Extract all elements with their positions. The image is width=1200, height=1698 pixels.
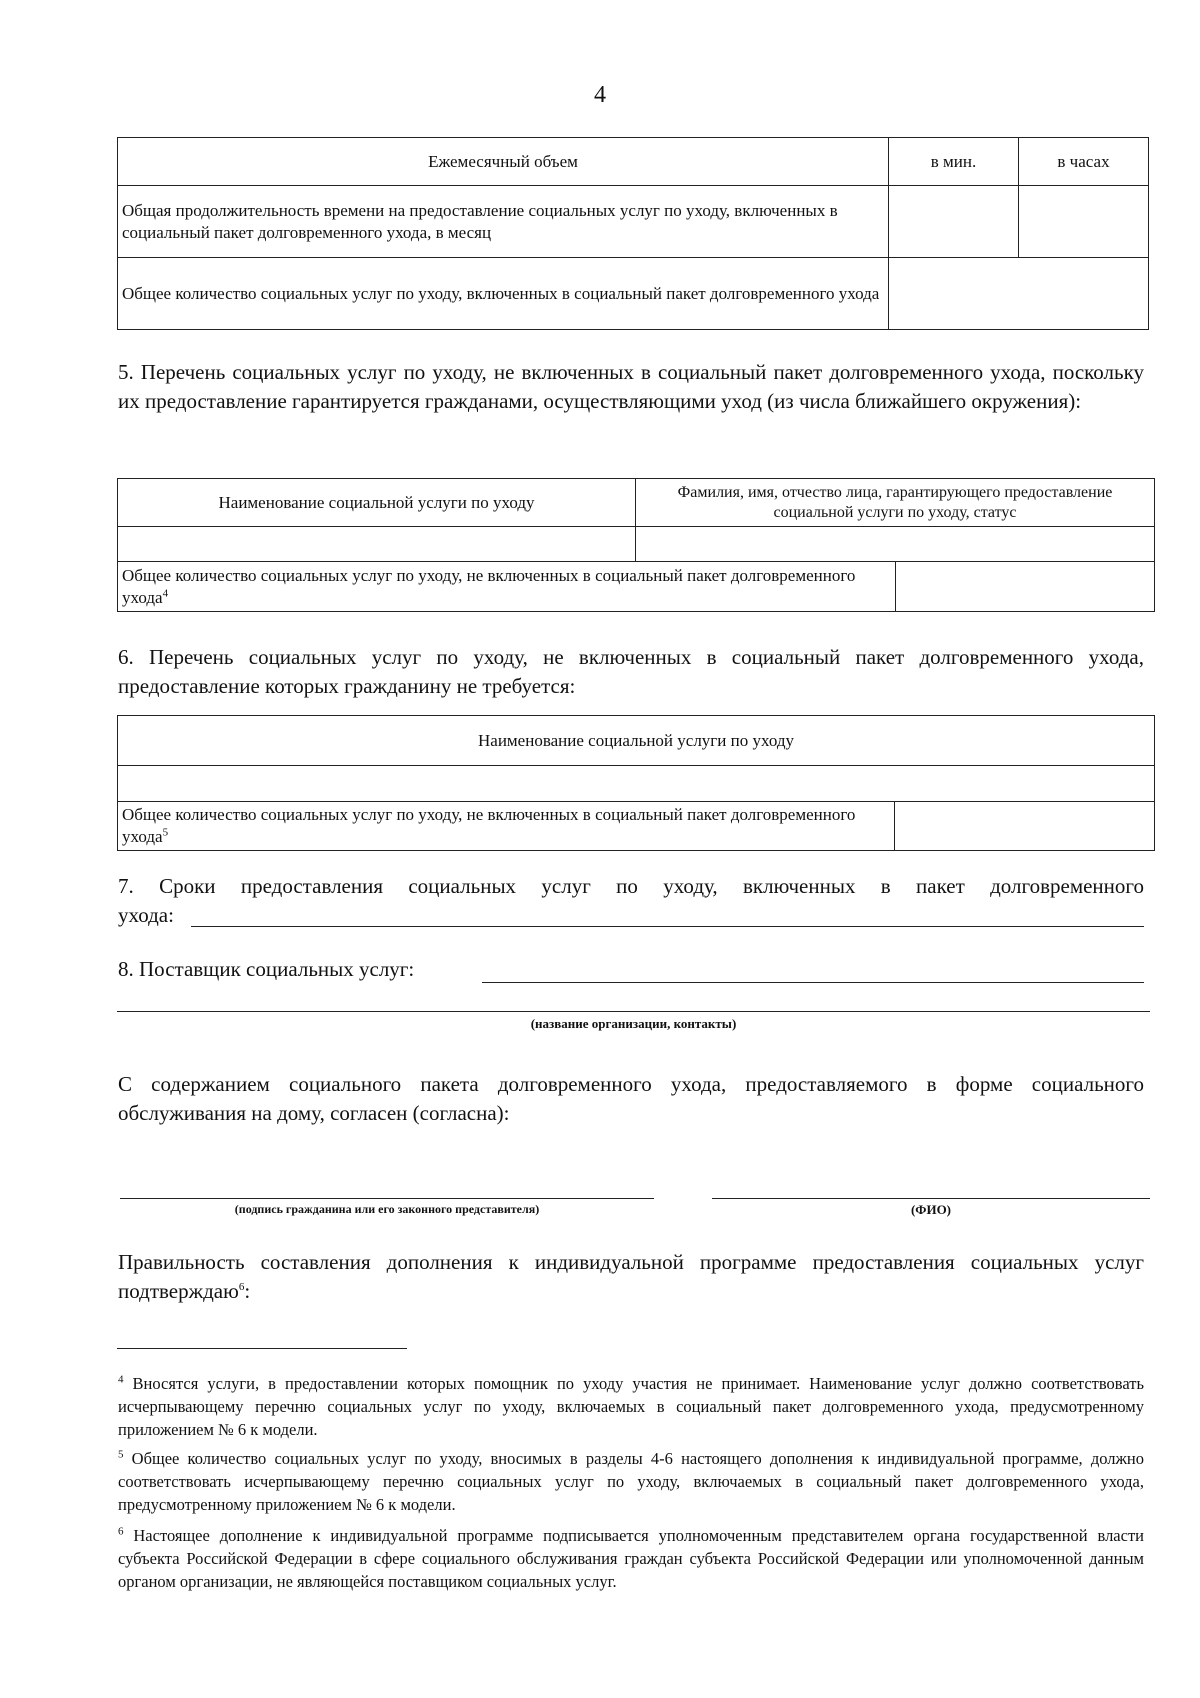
section-8-input-line[interactable] (482, 982, 1144, 983)
section-5-total-cell[interactable] (896, 562, 1155, 612)
footnote-6-number: 6 (118, 1525, 124, 1538)
fio-caption: (ФИО) (910, 1202, 952, 1217)
section-5-total-label (118, 562, 896, 612)
total-duration-hours-cell[interactable] (1019, 186, 1149, 258)
guarantor-header: Фамилия, имя, отчество лица, гарантирующего предоставление социальной услуги по уходу, статус (636, 479, 1155, 527)
signature-caption: (подпись гражданина или его законного представителя) (234, 1202, 540, 1216)
footnote-4-text: Вносятся услуги, в предоставлении которых помощник по уходу участия не принимает. Наименование услуг должно соответствовать исчерпывающему перечню социальных услуг по уходу, включаемых в социальный пакет долговременного ухода, предусмотренному приложением № 6 к модели. (118, 1374, 1144, 1439)
footnote-5-text: Общее количество социальных услуг по уходу, вносимых в разделы 4-6 настоящего дополнения к индивидуальной программе, должно соответствовать исчерпывающему перечню социальных услуг по уходу, включаемых в социальный пакет долговременного ухода, предусмотренному приложением № 6 к модели. (118, 1449, 1144, 1514)
page-number: 4 (594, 82, 606, 108)
confirmation-colon: : (244, 1279, 251, 1303)
total-included-count-cell[interactable] (889, 258, 1149, 330)
section-6-service-name-header: Наименование социальной услуги по уходу (118, 716, 1155, 766)
consent-text: С содержанием социального пакета долговременного ухода, предоставляемого в форме социального обслуживания на дому, согласен (согласна): (118, 1072, 1144, 1125)
total-included-count-label: Общее количество социальных услуг по уходу, включенных в социальный пакет долговременного ухода (118, 258, 889, 330)
monthly-volume-header: Ежемесячный объем (118, 138, 889, 186)
footnote-4-number: 4 (118, 1373, 124, 1386)
section-8-caption: (название организации, контакты) (530, 1016, 737, 1031)
service-name-header: Наименование социальной услуги по уходу (118, 479, 636, 527)
footnote-6 (118, 1524, 1144, 1593)
section-5-total-text: Общее количество социальных услуг по уходу, не включенных в социальный пакет долговременного ухода (122, 565, 856, 607)
signature-line[interactable] (120, 1198, 654, 1199)
service-name-cell[interactable] (118, 527, 636, 562)
section-6-text: 6. Перечень социальных услуг по уходу, не включенных в социальный пакет долговременного ухода, предоставление которых гражданину не требуется: (118, 645, 1144, 698)
section-8-label: 8. Поставщик социальных услуг: (118, 957, 415, 981)
footnote-5 (118, 1447, 1144, 1516)
footnote-ref-4: 4 (162, 586, 169, 599)
section-5-table (117, 478, 1155, 612)
footnote-5-number: 5 (118, 1448, 124, 1461)
section-5-text: 5. Перечень социальных услуг по уходу, не включенных в социальный пакет долговременного ухода, поскольку их предоставление гарантируется гражданами, осуществляющими уход (из числа ближайшего окружения): (118, 360, 1144, 413)
confirmation-text (118, 1248, 1144, 1306)
total-duration-label: Общая продолжительность времени на предоставление социальных услуг по уходу, включенных в социальный пакет долговременного ухода, в месяц (118, 186, 889, 258)
minutes-header: в мин. (889, 138, 1019, 186)
section-7-input-line[interactable] (191, 926, 1144, 927)
footnote-4 (118, 1372, 1144, 1441)
confirmation-body: Правильность составления дополнения к индивидуальной программе предоставления социальных услуг подтверждаю (118, 1250, 1144, 1303)
section-6-total-cell[interactable] (895, 802, 1155, 851)
section-6-service-name-cell[interactable] (118, 766, 1155, 802)
footnote-ref-5: 5 (162, 826, 169, 839)
footnote-separator (117, 1348, 407, 1349)
section-8-input-line-2[interactable] (117, 1011, 1150, 1012)
monthly-volume-table (117, 137, 1149, 330)
footnote-6-text: Настоящее дополнение к индивидуальной программе подписывается уполномоченным представителем органа государственной власти субъекта Российской Федерации в сфере социального обслуживания граждан субъекта Российской Федерации или уполномоченной данным органом организации, не являющейся поставщиком социальных услуг. (118, 1526, 1144, 1591)
footnote-ref-6: 6 (238, 1281, 245, 1293)
section-6-total-label (118, 802, 895, 851)
section-6-table (117, 715, 1155, 851)
total-duration-minutes-cell[interactable] (889, 186, 1019, 258)
section-6-total-text: Общее количество социальных услуг по уходу, не включенных в социальный пакет долговременного ухода (122, 805, 856, 846)
fio-line[interactable] (712, 1198, 1150, 1199)
section-7-text: 7. Сроки предоставления социальных услуг по уходу, включенных в пакет долговременного (118, 874, 1144, 898)
guarantor-cell[interactable] (636, 527, 1155, 562)
hours-header: в часах (1019, 138, 1149, 186)
section-7-label: ухода: (118, 903, 174, 927)
